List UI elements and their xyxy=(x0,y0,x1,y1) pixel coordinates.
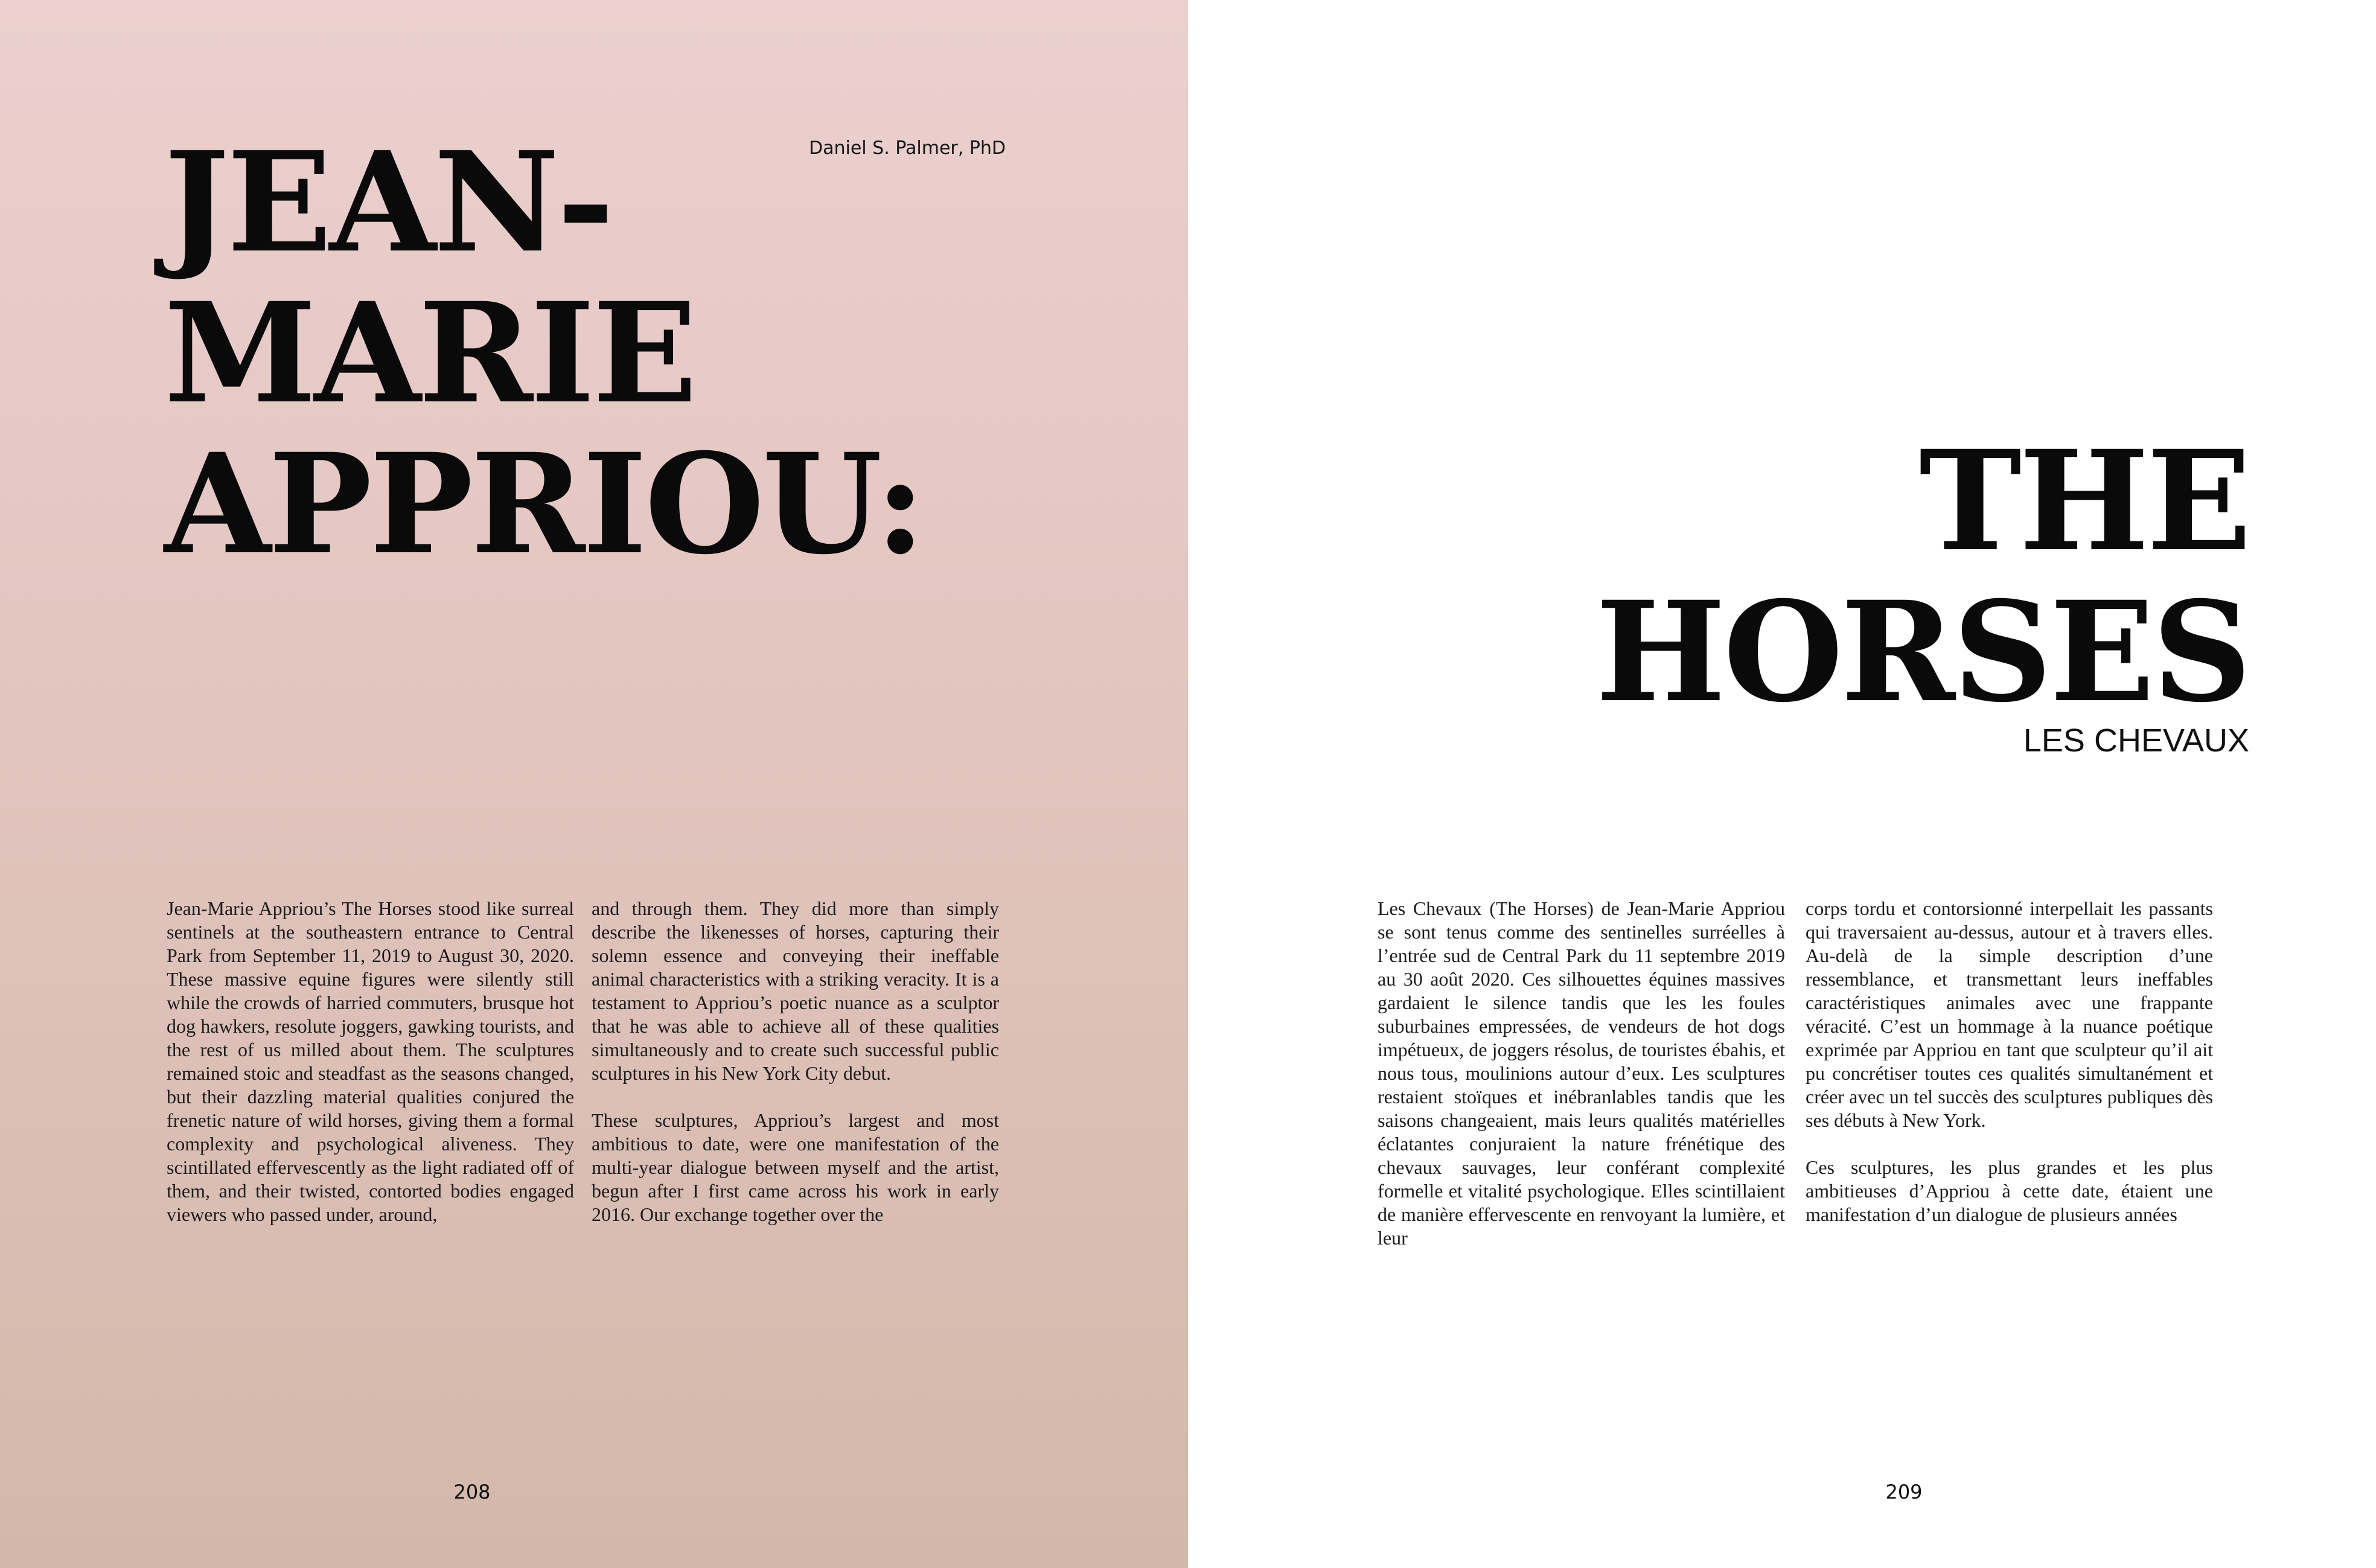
paragraph: Jean-Marie Appriou’s The Horses stood like surreal sentinels at the southeastern entrance to Central Park from September 11, 2019 to August 30, 2020. These massive equine figures were silently still while the crowds of harried commuters, brusque hot dog hawkers, resolute joggers, gawking tourists, and the rest of us milled about them. The sculptures remained stoic and steadfast as the seasons changed, but their dazzling material qualities conjured the frenetic nature of wild horses, giving them a formal complexity and psychological aliveness. They scintillated effervescently as the light radiated off of them, and their twisted, contorted bodies engaged viewers who passed under, around, xyxy=(167,897,574,1225)
title-line: JEAN- xyxy=(164,121,612,283)
paragraph: and through them. They did more than simply describe the likenesses of horses, capturing their solemn essence and conveying their ineffable animal characteristics with a striking veracity. It is a testament to Appriou’s poetic nuance as a sculptor that he was able to achieve all of these qualities simultaneously and to create such successful public sculptures in his New York City debut. xyxy=(592,897,999,1084)
title-line: MARIE xyxy=(164,272,695,434)
french-text-column-2 xyxy=(1806,897,2213,1226)
paragraph: These sculptures, Appriou’s largest and most ambitious to date, were one manifestation of the multi-year dialogue between myself and the artist, begun after I first came across his work in early 2016. Our exchange together over the xyxy=(592,1109,999,1225)
english-text-column-1 xyxy=(167,897,574,1226)
title-part-1 xyxy=(164,121,924,585)
french-text-column-1 xyxy=(1378,897,1785,1250)
page-number: 209 xyxy=(1885,1480,1923,1503)
title-line: THE xyxy=(1919,420,2249,582)
right-page xyxy=(1188,0,2376,1568)
page-number: 208 xyxy=(453,1480,491,1503)
french-subtitle: LES CHEVAUX xyxy=(2023,722,2249,759)
paragraph: corps tordu et contorsionné interpellait les passants qui traversaient au-dessus, autour et à travers elles. Au-delà de la simple description d’une ressemblance, et transmettant leurs ineffables caractéristiques animales avec une frappante véracité. C’est un hommage à la nuance poétique exprimée par Appriou en tant que sculpteur qu’il ait pu concrétiser toutes ces qualités simultanément et créer avec un tel succès des sculptures publiques dès ses débuts à New York. xyxy=(1806,897,2213,1131)
title-part-2 xyxy=(1595,420,2249,733)
author-byline: Daniel S. Palmer, PhD xyxy=(809,138,1006,159)
english-text-column-2 xyxy=(592,897,999,1226)
title-line: HORSES xyxy=(1595,571,2249,733)
paragraph: Les Chevaux (The Horses) de Jean-Marie Appriou se sont tenus comme des sentinelles surréelles à l’entrée sud de Central Park du 11 septembre 2019 au 30 août 2020. Ces silhouettes équines massives gardaient le silence tandis que les les foules suburbaines empressées, de vendeurs de hot dogs impétueux, de joggers résolus, de touristes ébahis, et nous tous, moulinions autour d’eux. Les sculptures restaient stoïques et inébranlables tandis que les saisons changeaient, mais leurs qualités matérielles éclatantes conjuraient la nature frénétique des chevaux sauvages, leur conférant complexité formelle et vitalité psychologique. Elles scintillaient de manière effervescente en renvoyant la lumière, et leur xyxy=(1378,897,1785,1249)
title-line: APPRIOU: xyxy=(164,423,924,585)
paragraph: Ces sculptures, les plus grandes et les plus ambitieuses d’Appriou à cette date, étaient une manifestation d’un dialogue de plusieurs années xyxy=(1806,1156,2213,1225)
